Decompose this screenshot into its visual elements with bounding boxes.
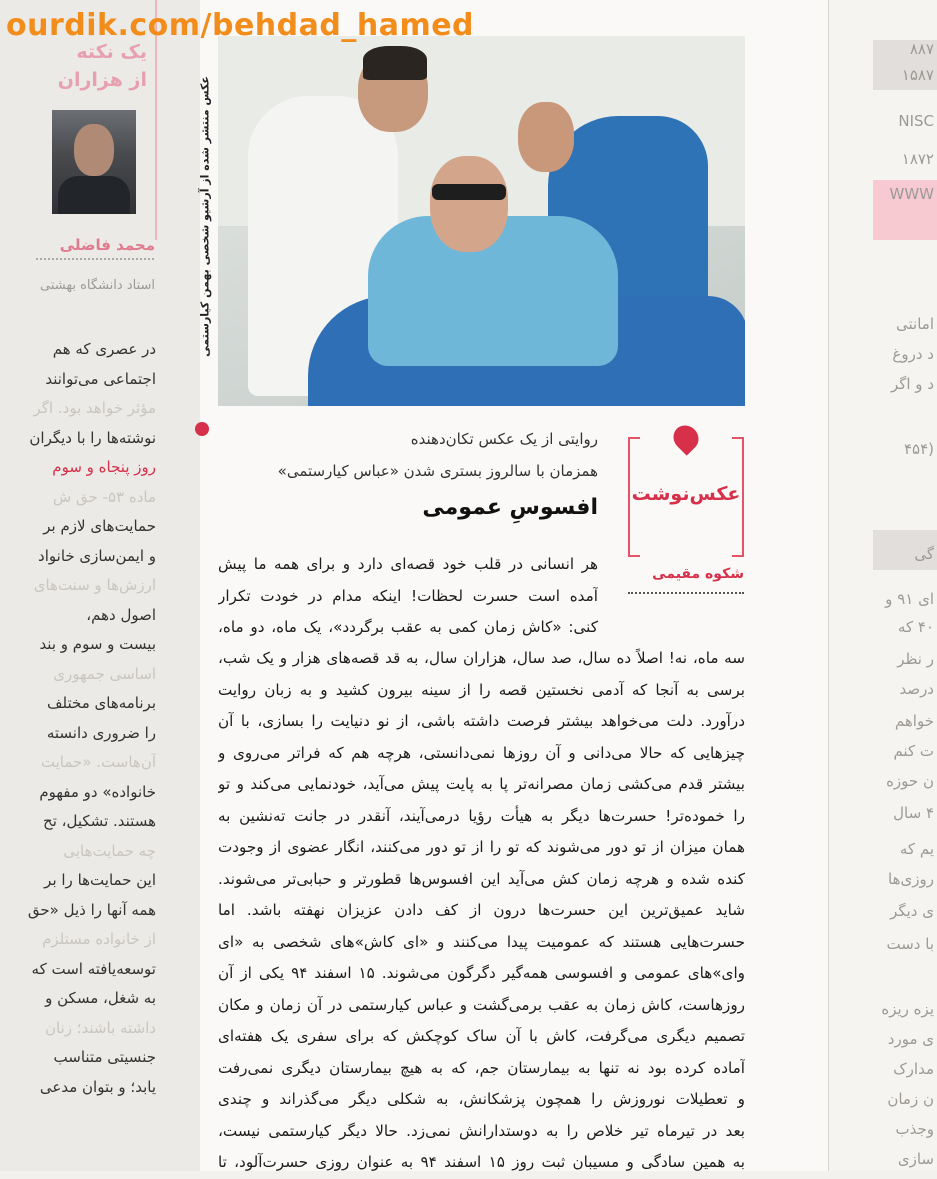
right-column-line: ر نظر <box>897 650 934 668</box>
watermark: ourdik.com/behdad_hamed <box>6 8 475 43</box>
right-column-line: امانتی <box>896 315 934 333</box>
sidebar-paragraph-line: همه آنها را ذیل «حق <box>27 900 156 919</box>
right-column-line: WWW <box>889 185 934 203</box>
sidebar-paragraph-line: یابد؛ و بتوان مدعی <box>39 1077 156 1096</box>
right-column-line: ۱۸۷۲ <box>901 150 934 168</box>
author-divider <box>628 592 744 594</box>
sidebar-paragraph-line: روز پنجاه و سوم <box>52 458 156 476</box>
article-body-line: برسی به آنجا که آدمی نخستین قصه را از سینه بیرون کشید و به زبان روایت <box>218 680 745 699</box>
right-column-line: سازی <box>897 1150 934 1168</box>
right-column <box>828 0 937 1171</box>
article-body-line: سه ماه، نه! اصلاً ده سال، صد سال، هزاران سال، به قد قصه‌های هزار و یک شب، <box>218 649 745 667</box>
sidebar-paragraph-line: بیست و سوم و بند <box>39 635 156 653</box>
right-column-line: ۴۰ که <box>897 618 934 636</box>
sidebar-box-title-line: از هزاران <box>57 69 147 91</box>
right-column-line: ن زمان <box>887 1090 934 1108</box>
right-column-line: ۸۸۷ <box>909 40 934 58</box>
article-body-line: روزهاست، کاش زمان به عقب برمی‌گشت و عباس کیارستمی در آن زمان و مکان <box>218 995 745 1014</box>
caption-logo-icon <box>195 422 209 436</box>
sidebar-author-role: استاد دانشگاه بهشتی <box>40 278 155 293</box>
sidebar-paragraph-line: ماده ۵۳- حق ش <box>52 487 156 506</box>
article-body-line: چیزهایی که حالا می‌دانی و آن روزها نمی‌دانستی، هرچه هم که فراتر می‌روی و <box>218 743 745 762</box>
article-kicker: روایتی از یک عکس تکان‌دهنده <box>410 430 598 448</box>
photo-caption <box>193 40 215 400</box>
right-column-line: ی دیگر <box>890 902 934 920</box>
right-column-line: ن حوزه <box>886 772 934 790</box>
sidebar-box-title <box>37 38 147 94</box>
article-body-line: و تعطیلات نوروزش را همچون پزشکانش، به شکلی دیگر می‌گذراند و چندی <box>218 1090 745 1108</box>
section-box <box>628 437 744 557</box>
right-column-line: با دست <box>886 935 934 953</box>
sidebar-paragraph-line: و ایمن‌سازی خانواد <box>38 546 156 565</box>
sidebar-paragraph-line: ارزش‌ها و سنت‌های <box>33 576 156 594</box>
article-intro-line: کنی: «کاش زمان کمی به عقب برگردد»، یک ماه، دو ماه، <box>218 618 598 636</box>
sidebar-paragraph-line: اجتماعی می‌توانند <box>45 369 156 388</box>
right-column-line: وجذب <box>895 1120 934 1138</box>
photo-caption-text: عکس منتشر شده از آرشیو شخصی بهمن کیارستمی <box>198 76 212 357</box>
sidebar-paragraph-line: از خانواده مستلزم <box>42 930 156 948</box>
article-author: شکوه مقیمی <box>652 566 744 582</box>
article-kicker-2: همزمان با سالروز بستری شدن «عباس کیارستمی» <box>277 462 598 480</box>
portrait-face <box>74 124 114 176</box>
sidebar-paragraph-line: آن‌هاست. «حمایت <box>40 753 156 771</box>
sidebar-paragraph-line: حمایت‌های لازم بر <box>43 517 156 535</box>
sidebar-paragraph-line: اصول دهم، <box>86 605 156 624</box>
right-column-line: یزه ریزه <box>881 1000 934 1018</box>
sidebar-paragraph-line: چه حمایت‌هایی <box>63 841 156 860</box>
right-column-line: NISC <box>898 112 934 130</box>
sidebar-author-divider <box>36 258 154 260</box>
right-column-line: (۴۵۴ <box>903 440 934 458</box>
article-body-line: تصمیم دیگری می‌گرفت، کاش با آن ساک کوچکش که برای سفری یک هفته‌ای <box>218 1027 745 1045</box>
sidebar-paragraph-line: جنسیتی متناسب <box>53 1048 156 1066</box>
right-column-line: درصد <box>899 680 934 698</box>
right-column-line: یم که <box>899 840 934 858</box>
article-body-line: آماده کرده بود نه تنها به بیمارستان جم، که به هیچ بیمارستان دیگری نمی‌رفت <box>218 1058 745 1077</box>
sidebar-paragraph-line: هستند. تشکیل، تح <box>43 812 156 830</box>
sidebar-paragraph-line: در عصری که هم <box>52 340 156 358</box>
photo-nurse-head <box>518 102 574 172</box>
article-body <box>218 643 745 1179</box>
article-body-line: کنده شده و هرچه زمان کش می‌آید این افسوس‌ها قطورتر و حبابی‌تر می‌شوند. <box>218 869 745 888</box>
sidebar-paragraph-line: اساسی جمهوری <box>53 664 156 683</box>
article-intro <box>218 549 598 644</box>
sidebar-paragraph-line: مؤثر خواهد بود. اگر <box>33 399 156 417</box>
article-body-line: بعد در تیرماه تیر خلاص را به دوستدارانش نمی‌زد. حالا دیگر کیارستمی نیست، <box>218 1121 745 1140</box>
article-headline: افسوسِ عمومی <box>422 495 598 520</box>
article-body-line: حسرت‌هایی هستند که عمومیت پیدا می‌کنند و «ای کاش»‌های شخصی به «ای <box>218 932 745 951</box>
sidebar-paragraph-line: داشته باشند؛ زنان <box>44 1018 156 1037</box>
left-column <box>0 0 200 1171</box>
sidebar-paragraph <box>0 335 156 1102</box>
article-intro-line: آمده است حسرت لحظات! اینکه مدام در خودت تکرار <box>218 586 598 605</box>
sidebar-paragraph-line: به شغل، مسکن و <box>45 989 156 1007</box>
sidebar-paragraph-line: خانواده» دو مفهوم <box>39 782 156 801</box>
author-portrait <box>52 110 136 214</box>
sidebar-author: محمد فاضلی <box>59 236 155 254</box>
right-column-line: گی <box>914 545 934 563</box>
article-body-line: را خموده‌تر! حسرت‌ها دیگر به هیأت رؤیا درمی‌آیند، آنقدر در جانت ته‌نشین به <box>218 806 745 825</box>
sidebar-paragraph-line: برنامه‌های مختلف <box>47 694 156 712</box>
article-body-line: همان میزان از تو دور می‌شوند که تو را از تو دور می‌کنند، انگار عضوی از وجودت <box>218 838 745 856</box>
article-intro-line: هر انسانی در قلب خود قصه‌ای دارد و برای همه ما پیش <box>218 555 598 573</box>
article-body-line: درآورد. دلت می‌خواهد بیشتر فرصت داشته باشی، از نو دنیایت را بسازی، با آن <box>218 712 745 730</box>
right-column-line: ی مورد <box>887 1030 934 1048</box>
sidebar-paragraph-line: این حمایت‌ها را بر <box>44 871 156 889</box>
sidebar-paragraph-line: توسعه‌یافته است که <box>31 959 156 978</box>
article-body-line: به همین سادگی و مسیبان ثبت روز ۱۵ اسفند ۹۴ به عنوان روزی حسرت‌آلود، تا <box>218 1153 745 1171</box>
photo-sunglasses <box>432 184 506 200</box>
right-column-line: ۱۵۸۷ <box>901 66 934 84</box>
right-column-line: ای ۹۱ و <box>885 590 934 608</box>
article-body-line: شاید عمیق‌ترین این حسرت‌ها درون از کف دادن عزیزان نهفته باشد. اما <box>218 901 745 919</box>
sidebar-paragraph-line: نوشته‌ها را با دیگران <box>29 428 156 447</box>
article-body-line: وای»‌های عمومی و افسوسی همه‌گیر دگرگون می‌شوند. ۱۵ اسفند ۹۴ یکی از آن <box>218 964 745 982</box>
right-column-line: د و اگر <box>890 375 934 393</box>
sidebar-box-title-line: یک نکته <box>76 41 147 63</box>
portrait-suit <box>58 176 130 214</box>
article-body-line: بیشتر قدم می‌کشی زمان مصرانه‌تر پا به پایت پیش می‌آید، خودنمایی می‌کند و تو <box>218 775 745 793</box>
sidebar-paragraph-line: را ضروری دانسته <box>46 723 156 742</box>
right-column-line: مدارک <box>893 1060 934 1078</box>
right-column-line: خواهم <box>894 712 934 730</box>
right-column-line: د دروغ <box>892 345 934 363</box>
right-column-line: ت کنم <box>893 742 934 760</box>
photo-doctor-hair <box>363 46 427 80</box>
section-label: عکس‌نوشت <box>631 483 741 505</box>
photo-patient-head <box>430 156 508 252</box>
right-column-line: ۴ سال <box>893 804 934 822</box>
right-column-line: روزی‌ها <box>888 870 934 888</box>
article-photo <box>218 36 745 406</box>
